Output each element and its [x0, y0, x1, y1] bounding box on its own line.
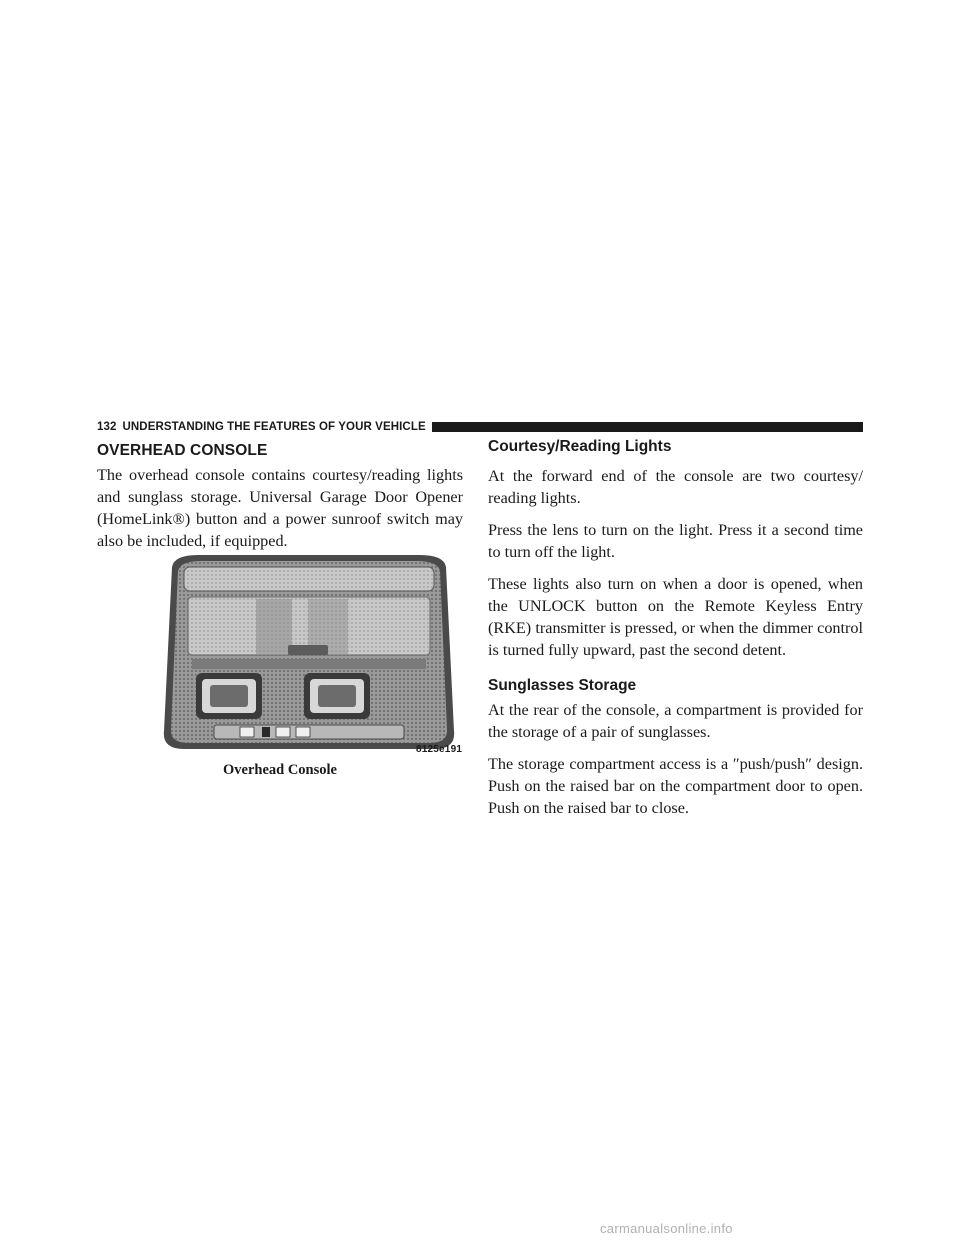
section-heading: OVERHEAD CONSOLE [97, 442, 268, 459]
right-column [488, 438, 863, 829]
watermark: carmanualsonline.info [600, 1221, 733, 1236]
figure-caption: Overhead Console [223, 762, 337, 778]
paragraph-3: These lights also turn on when a door is opened, when the UNLOCK button on the Remote Keyless Entry (RKE) transmitter is pressed, or when the dimmer control is turned fully upward, past the second detent. [488, 575, 863, 659]
left-column [97, 442, 463, 562]
paragraph-5: The storage compartment access is a ″push/push″ design. Push on the raised bar on the compartment door to open. Push on the raised bar to close. [488, 755, 863, 817]
paragraph-4: At the rear of the console, a compartment is provided for the storage of a pair of sunglasses. [488, 701, 863, 741]
overhead-console-illustration [158, 553, 463, 755]
subheading-courtesy-lights: Courtesy/Reading Lights [488, 438, 672, 455]
overhead-console-image [158, 553, 463, 755]
paragraph-1: At the forward end of the console are two courtesy/ reading lights. [488, 467, 863, 507]
figure-code: 8125e191 [416, 744, 463, 755]
intro-paragraph: The overhead console contains courtesy/reading lights and sunglass storage. Universal Garage Door Opener (HomeLink®) button and a power sunroof switch may also be included, if equipped. [97, 466, 463, 550]
subheading-sunglasses-storage: Sunglasses Storage [488, 677, 637, 694]
running-title: UNDERSTANDING THE FEATURES OF YOUR VEHICLE [122, 421, 426, 433]
page-number: 132 [97, 421, 117, 433]
header-rule [432, 422, 863, 432]
running-header [97, 418, 863, 436]
paragraph-2: Press the lens to turn on the light. Press it a second time to turn off the light. [488, 521, 863, 561]
